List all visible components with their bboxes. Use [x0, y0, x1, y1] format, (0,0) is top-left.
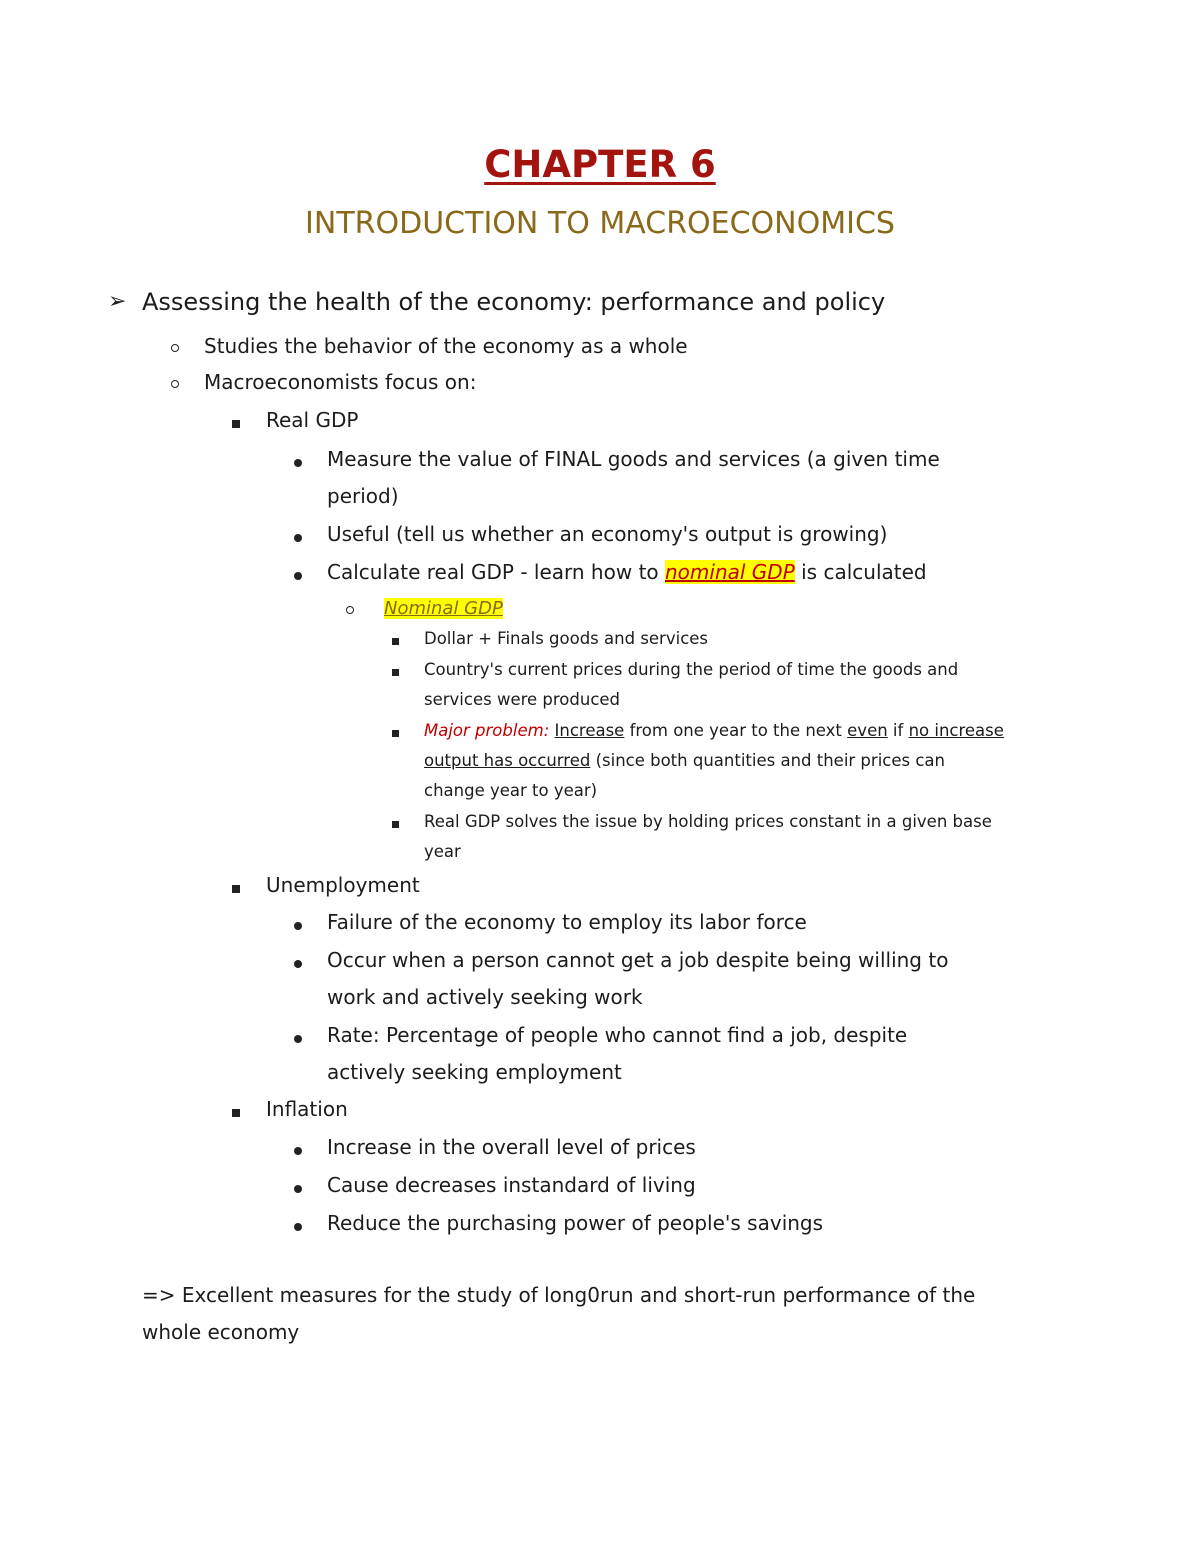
dot-bullet-icon — [294, 1185, 302, 1193]
conclusion: => Excellent measures for the study of long0run and short-run performance of the — [142, 1283, 976, 1307]
list-item — [327, 560, 927, 584]
list-item: Dollar + Finals goods and services — [424, 629, 709, 648]
arrow-bullet-icon: ➢ — [108, 289, 127, 314]
square-bullet-icon — [232, 885, 240, 893]
dot-bullet-icon — [294, 1035, 302, 1043]
list-item: Studies the behavior of the economy as a whole — [204, 334, 688, 358]
text-run: even — [847, 721, 888, 740]
list-item: Occur when a person cannot get a job despite being willing to — [327, 948, 949, 972]
list-item-inflation: Inflation — [266, 1097, 348, 1121]
highlighted-term: Nominal GDP — [384, 598, 503, 619]
text-run: (since both quantities and their prices can — [590, 751, 945, 770]
hollow-circle-bullet-icon — [171, 344, 179, 352]
dot-bullet-icon — [294, 534, 302, 542]
list-item: Failure of the economy to employ its labor force — [327, 910, 807, 934]
text-run: is calculated — [794, 560, 927, 584]
hollow-circle-bullet-icon — [171, 380, 179, 388]
text-run: Major problem: — [424, 721, 550, 740]
dot-bullet-icon — [294, 922, 302, 930]
text-run: Calculate real GDP - learn how to — [327, 560, 665, 584]
list-item-continuation: year — [424, 842, 461, 861]
list-item-continuation — [424, 751, 945, 770]
text-run: no increase — [908, 721, 1004, 740]
list-item: Increase in the overall level of prices — [327, 1135, 696, 1159]
list-item-unemployment: Unemployment — [266, 873, 420, 897]
list-item: Macroeconomists focus on: — [204, 370, 477, 394]
list-item-continuation: period) — [327, 484, 399, 508]
list-item-continuation: work and actively seeking work — [327, 985, 643, 1009]
square-bullet-icon — [392, 821, 399, 828]
dot-bullet-icon — [294, 960, 302, 968]
dot-bullet-icon — [294, 572, 302, 580]
square-bullet-icon — [232, 420, 240, 428]
list-item — [424, 721, 1004, 740]
hollow-circle-bullet-icon — [346, 606, 354, 614]
section-heading: Assessing the health of the economy: performance and policy — [142, 288, 886, 316]
text-run: output has occurred — [424, 751, 591, 770]
list-item: Real GDP solves the issue by holding prices constant in a given base — [424, 812, 992, 831]
square-bullet-icon — [392, 730, 399, 737]
list-item: Reduce the purchasing power of people's savings — [327, 1211, 824, 1235]
list-item-continuation: change year to year) — [424, 781, 598, 800]
dot-bullet-icon — [294, 1147, 302, 1155]
highlighted-term: nominal GDP — [665, 560, 795, 584]
dot-bullet-icon — [294, 1223, 302, 1231]
conclusion-continuation: whole economy — [142, 1320, 300, 1344]
chapter-title: CHAPTER 6 — [484, 143, 716, 186]
list-item: Useful (tell us whether an economy's output is growing) — [327, 522, 888, 546]
list-item-real-gdp: Real GDP — [266, 408, 359, 432]
text-run: from one year to the next — [624, 721, 848, 740]
square-bullet-icon — [392, 638, 399, 645]
square-bullet-icon — [232, 1109, 240, 1117]
square-bullet-icon — [392, 669, 399, 676]
chapter-subtitle: INTRODUCTION TO MACROECONOMICS — [305, 206, 895, 241]
list-item-continuation: services were produced — [424, 690, 621, 709]
text-run: Increase — [554, 721, 625, 740]
list-item: Rate: Percentage of people who cannot find a job, despite — [327, 1023, 908, 1047]
list-item-continuation: actively seeking employment — [327, 1060, 622, 1084]
text-run: if — [887, 721, 909, 740]
list-item: Country's current prices during the period of time the goods and — [424, 660, 959, 679]
dot-bullet-icon — [294, 459, 302, 467]
list-item: Measure the value of FINAL goods and services (a given time — [327, 447, 940, 471]
list-item: Cause decreases instandard of living — [327, 1173, 696, 1197]
list-item — [384, 598, 503, 619]
